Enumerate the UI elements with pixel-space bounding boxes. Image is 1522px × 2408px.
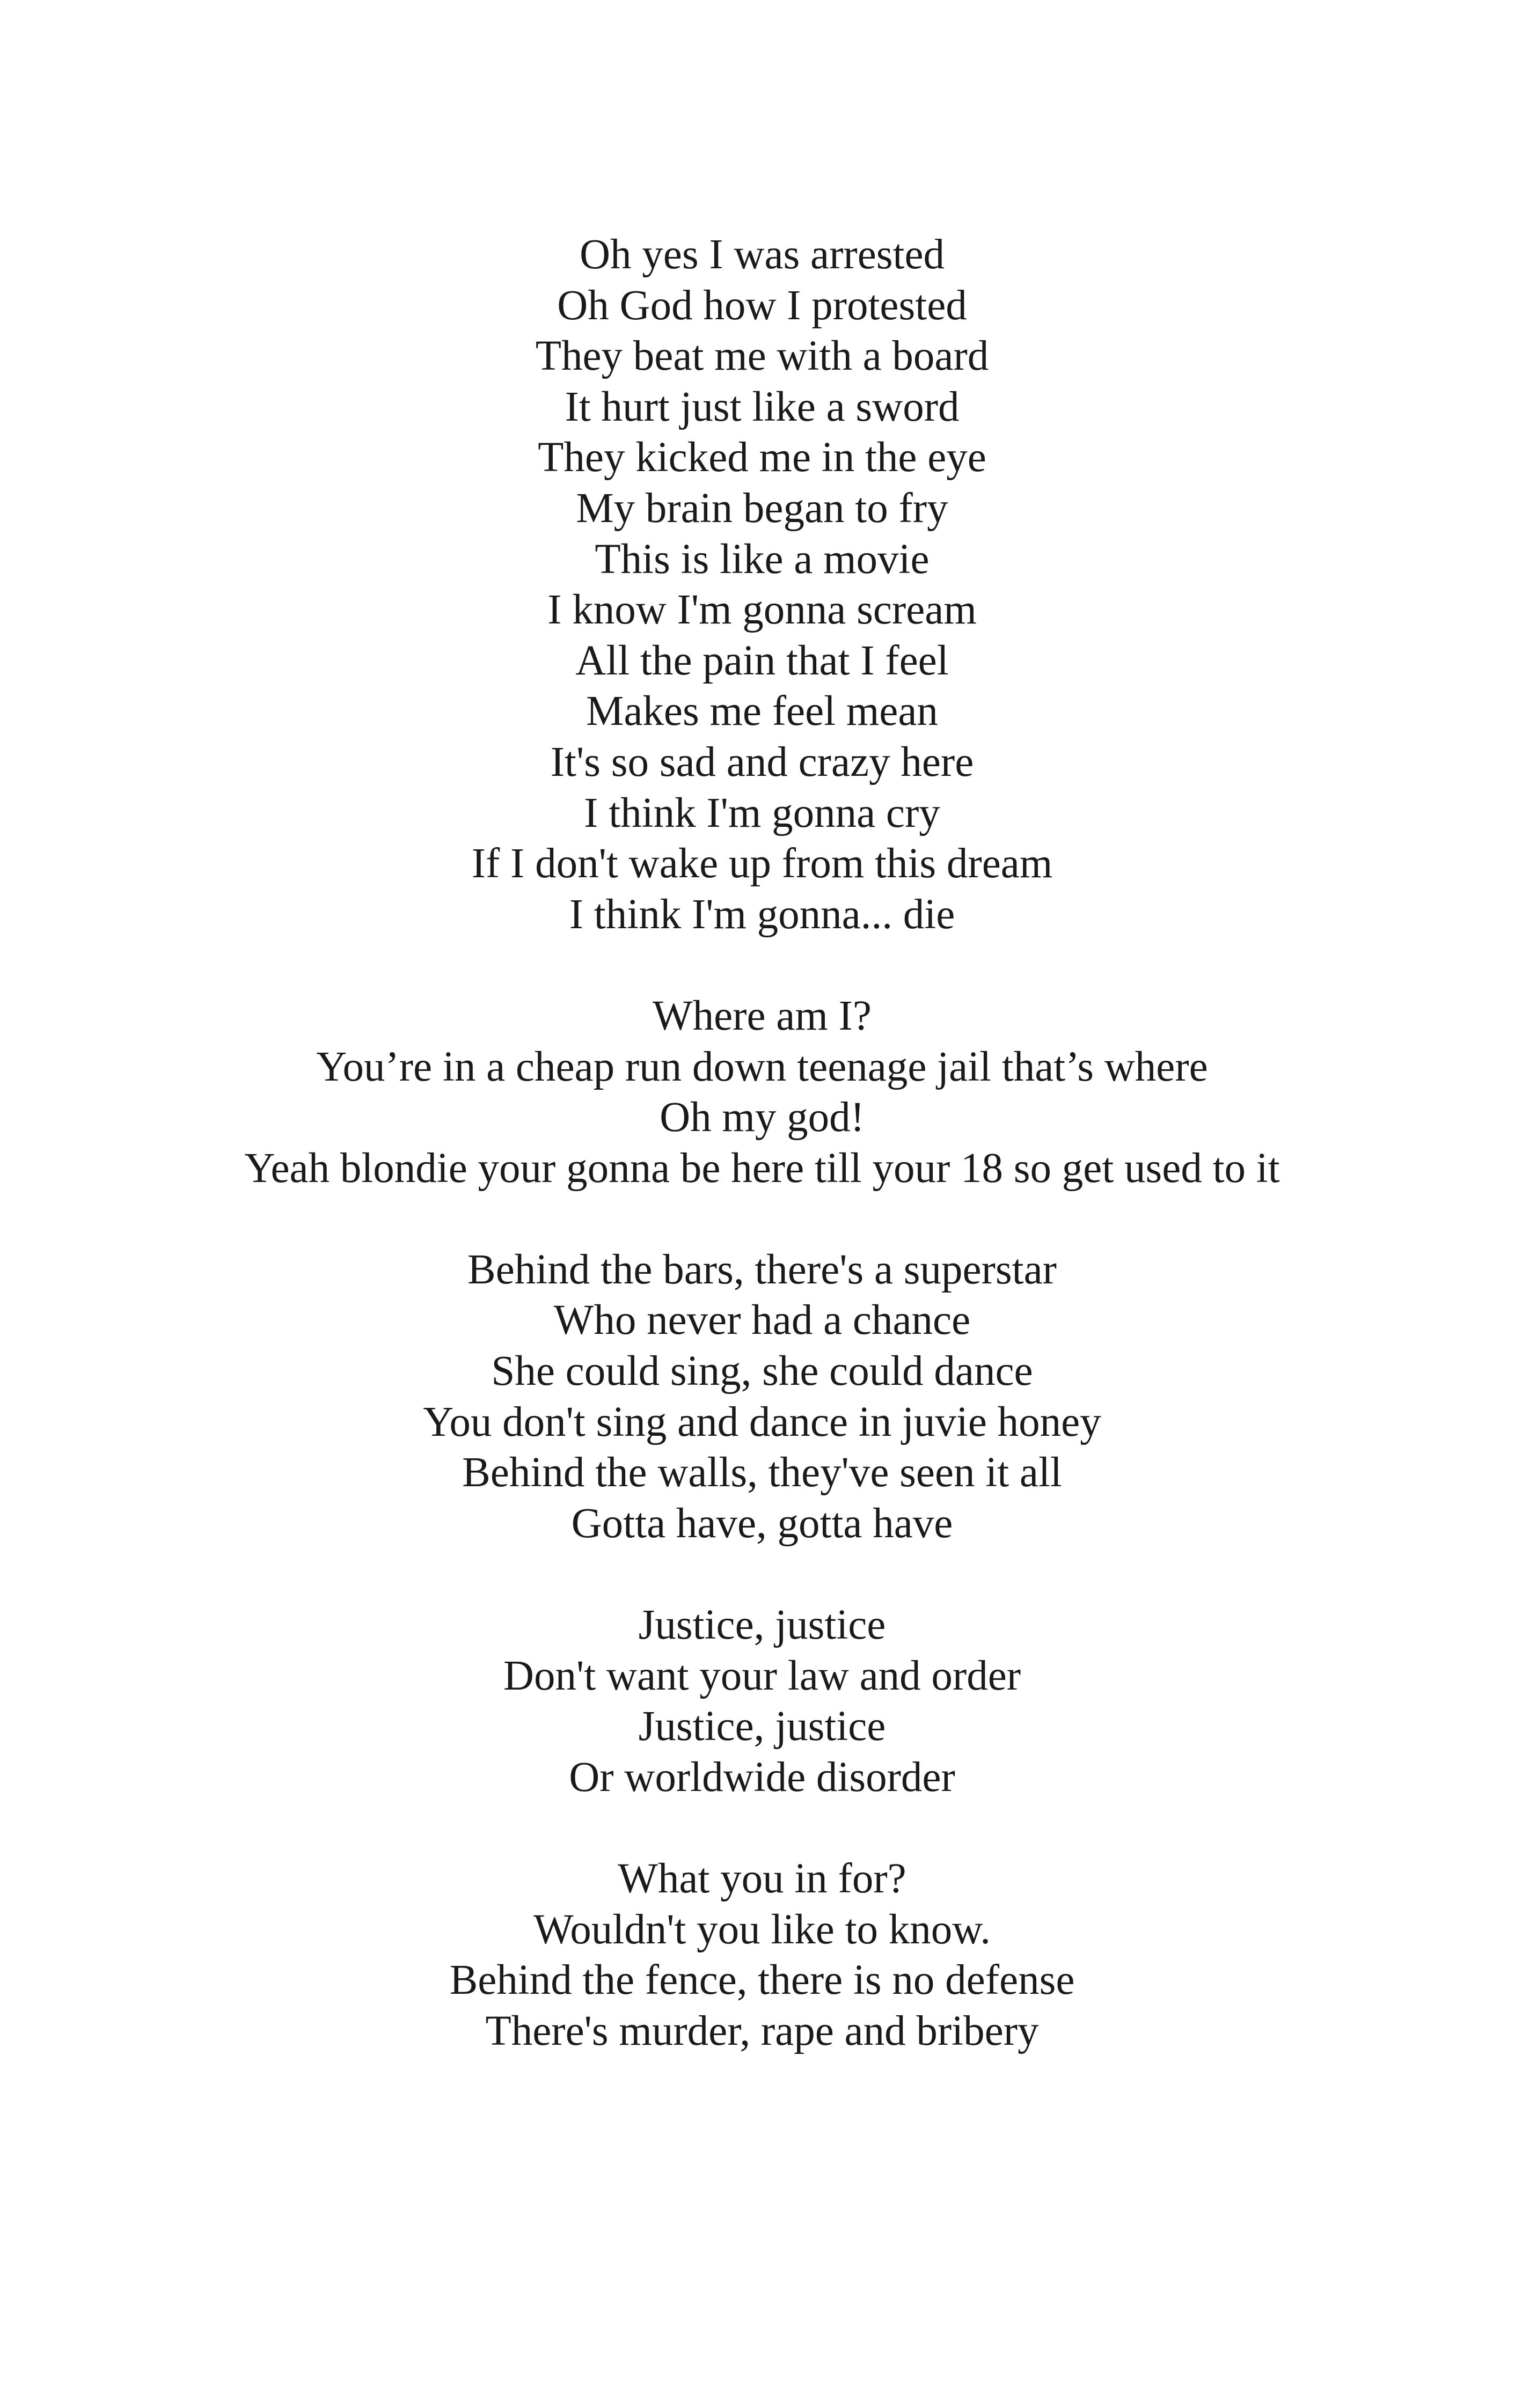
lyric-line: Oh God how I protested: [557, 282, 967, 329]
lyric-line: It's so sad and crazy here: [550, 738, 974, 785]
lyric-line: Don't want your law and order: [503, 1652, 1021, 1699]
lyric-line: Makes me feel mean: [586, 688, 938, 735]
lyric-line: Oh yes I was arrested: [579, 231, 945, 278]
lyrics-block: [204, 230, 1320, 2057]
lyric-line: This is like a movie: [595, 535, 930, 583]
lyric-line: Behind the fence, there is no defense: [449, 1957, 1075, 2004]
stanza-3: [204, 1245, 1320, 1550]
lyric-line: I think I'm gonna... die: [569, 891, 955, 938]
lyric-line: Oh my god!: [660, 1094, 865, 1141]
lyric-line: Justice, justice: [638, 1703, 886, 1750]
lyric-line: It hurt just like a sword: [565, 383, 960, 430]
stanza-4: [204, 1600, 1320, 1803]
lyric-line: Gotta have, gotta have: [571, 1500, 953, 1547]
lyric-line: All the pain that I feel: [575, 637, 949, 684]
stanza-2: [204, 991, 1320, 1194]
lyric-line: Behind the bars, there's a superstar: [467, 1246, 1057, 1293]
lyric-line: Behind the walls, they've seen it all: [462, 1449, 1062, 1496]
lyric-line: I know I'm gonna scream: [547, 586, 977, 634]
lyric-line: They beat me with a board: [535, 333, 989, 380]
lyric-line: My brain began to fry: [576, 484, 948, 532]
stanza-1: [204, 230, 1320, 940]
lyric-line: Yeah blondie your gonna be here till your 18 so get used to it: [244, 1144, 1280, 1192]
lyric-line: You’re in a cheap run down teenage jail that’s where: [316, 1043, 1208, 1090]
lyric-line: I think I'm gonna cry: [584, 789, 940, 836]
lyric-line: They kicked me in the eye: [538, 434, 986, 481]
lyric-line: Wouldn't you like to know.: [533, 1906, 991, 1953]
lyric-line: She could sing, she could dance: [491, 1348, 1033, 1395]
lyric-line: Where am I?: [653, 992, 872, 1039]
lyric-line: Justice, justice: [638, 1602, 886, 1649]
lyric-line: You don't sing and dance in juvie honey: [423, 1398, 1101, 1445]
stanza-5: [204, 1854, 1320, 2057]
lyric-line: There's murder, rape and bribery: [485, 2007, 1039, 2054]
lyric-line: Or worldwide disorder: [569, 1753, 955, 1801]
lyric-line: What you in for?: [618, 1855, 906, 1902]
lyric-line: Who never had a chance: [553, 1297, 971, 1344]
lyric-line: If I don't wake up from this dream: [471, 840, 1053, 887]
